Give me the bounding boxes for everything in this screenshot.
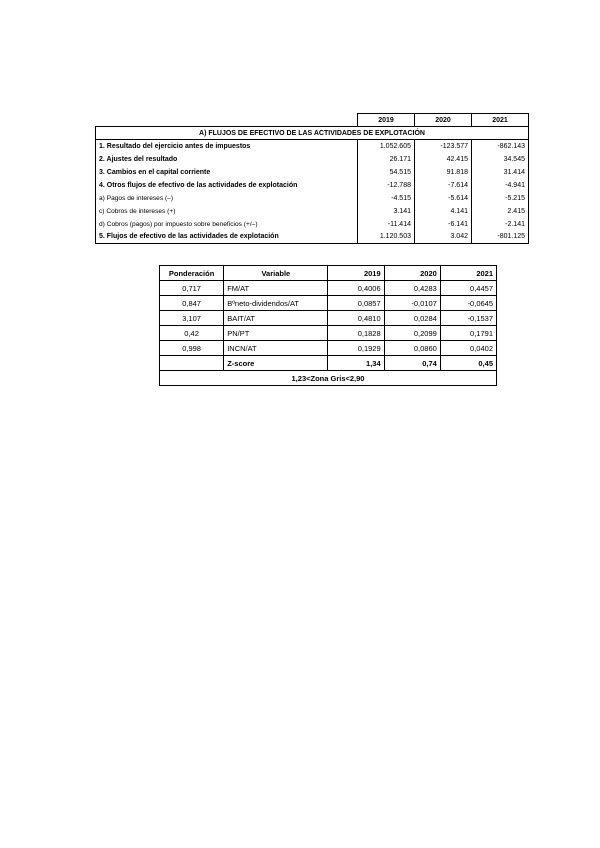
cell-value: 0,0860 bbox=[384, 341, 440, 356]
cell-value: 0,4283 bbox=[384, 281, 440, 296]
year-header: 2019 bbox=[358, 114, 415, 127]
table-row bbox=[160, 311, 497, 326]
cell-value: 91.818 bbox=[415, 166, 472, 179]
table-row bbox=[96, 218, 529, 231]
row-label: 4. Otros flujos de efectivo de las actividades de explotación bbox=[96, 179, 358, 192]
table-row bbox=[96, 231, 529, 244]
cell-value: -11.414 bbox=[358, 218, 415, 231]
variable-cell: Bºneto-dividendos/AT bbox=[224, 296, 328, 311]
variable-cell: INCN/AT bbox=[224, 341, 328, 356]
cell-value: -0,1537 bbox=[440, 311, 496, 326]
row-label: 3. Cambios en el capital corriente bbox=[96, 166, 358, 179]
row-label: 5. Flujos de efectivo de las actividades de explotación bbox=[96, 231, 358, 244]
cell-value: -862.143 bbox=[472, 140, 529, 153]
year-header: 2020 bbox=[415, 114, 472, 127]
table-row bbox=[160, 341, 497, 356]
weight-cell: 0,717 bbox=[160, 281, 224, 296]
cell-value: 0,1791 bbox=[440, 326, 496, 341]
zscore-header-row bbox=[160, 266, 497, 281]
cell-value: -2.141 bbox=[472, 218, 529, 231]
cell-value: -801.125 bbox=[472, 231, 529, 244]
table-row bbox=[160, 296, 497, 311]
zone-note-row bbox=[160, 371, 497, 386]
cell-value: 0,0402 bbox=[440, 341, 496, 356]
zscore-row bbox=[160, 356, 497, 371]
cell-value: 1.120.503 bbox=[358, 231, 415, 244]
row-label: c) Cobros de intereses (+) bbox=[96, 205, 358, 218]
row-label: a) Pagos de intereses (–) bbox=[96, 192, 358, 205]
section-title: A) FLUJOS DE EFECTIVO DE LAS ACTIVIDADES DE EXPLOTACIÓN bbox=[96, 127, 529, 140]
cell-value: 34.545 bbox=[472, 153, 529, 166]
cell-value: -0,0645 bbox=[440, 296, 496, 311]
weight-cell: 3,107 bbox=[160, 311, 224, 326]
variable-header: Variable bbox=[224, 266, 328, 281]
cell-value: 0,4006 bbox=[328, 281, 384, 296]
cell-value: -5.215 bbox=[472, 192, 529, 205]
variable-cell: PN/PT bbox=[224, 326, 328, 341]
year-header: 2020 bbox=[384, 266, 440, 281]
cell-value: 0,1929 bbox=[328, 341, 384, 356]
zscore-label: Z-score bbox=[224, 356, 328, 371]
year-header: 2019 bbox=[328, 266, 384, 281]
cell-value: 0,4457 bbox=[440, 281, 496, 296]
table-row bbox=[96, 179, 529, 192]
section-title-row bbox=[96, 127, 529, 140]
zscore-table bbox=[159, 265, 497, 386]
cell-value: 4.141 bbox=[415, 205, 472, 218]
year-header: 2021 bbox=[440, 266, 496, 281]
variable-cell: FM/AT bbox=[224, 281, 328, 296]
table-row bbox=[96, 140, 529, 153]
table-row bbox=[160, 281, 497, 296]
table-row bbox=[96, 192, 529, 205]
cell-value: -0,0107 bbox=[384, 296, 440, 311]
cell-value: -12.788 bbox=[358, 179, 415, 192]
cell-value: 31.414 bbox=[472, 166, 529, 179]
table-row bbox=[96, 205, 529, 218]
cell-value: 0,4810 bbox=[328, 311, 384, 326]
row-label: 2. Ajustes del resultado bbox=[96, 153, 358, 166]
row-label: 1. Resultado del ejercicio antes de impuestos bbox=[96, 140, 358, 153]
cell-value: -7.614 bbox=[415, 179, 472, 192]
cell-value: -4.515 bbox=[358, 192, 415, 205]
cell-value: 0,0284 bbox=[384, 311, 440, 326]
cell-value: 3.042 bbox=[415, 231, 472, 244]
grey-zone-note: 1,23<Zona Gris<2,90 bbox=[160, 371, 497, 386]
cash-flow-year-header bbox=[96, 114, 529, 127]
zscore-value: 0,45 bbox=[440, 356, 496, 371]
cell-value: 0,1828 bbox=[328, 326, 384, 341]
cell-value: 54.515 bbox=[358, 166, 415, 179]
cell-value: -4.941 bbox=[472, 179, 529, 192]
table-row bbox=[96, 153, 529, 166]
weight-cell: 0,998 bbox=[160, 341, 224, 356]
cell-value: 3.141 bbox=[358, 205, 415, 218]
cell-value: 0,2099 bbox=[384, 326, 440, 341]
weight-cell: 0,847 bbox=[160, 296, 224, 311]
cell-value: 1.052.605 bbox=[358, 140, 415, 153]
cell-value: 0,0857 bbox=[328, 296, 384, 311]
year-header: 2021 bbox=[472, 114, 529, 127]
cell-value: 26.171 bbox=[358, 153, 415, 166]
zscore-value: 1,34 bbox=[328, 356, 384, 371]
ponderacion-header: Ponderación bbox=[160, 266, 224, 281]
cell-value: 2.415 bbox=[472, 205, 529, 218]
zscore-value: 0,74 bbox=[384, 356, 440, 371]
weight-cell: 0,42 bbox=[160, 326, 224, 341]
table-row bbox=[160, 326, 497, 341]
table-row bbox=[96, 166, 529, 179]
cell-value: 42.415 bbox=[415, 153, 472, 166]
row-label: d) Cobros (pagos) por impuesto sobre beneficios (+/–) bbox=[96, 218, 358, 231]
cell-value: -5.614 bbox=[415, 192, 472, 205]
variable-cell: BAIT/AT bbox=[224, 311, 328, 326]
cell-value: -6.141 bbox=[415, 218, 472, 231]
cell-value: -123.577 bbox=[415, 140, 472, 153]
cash-flow-table bbox=[95, 113, 529, 244]
